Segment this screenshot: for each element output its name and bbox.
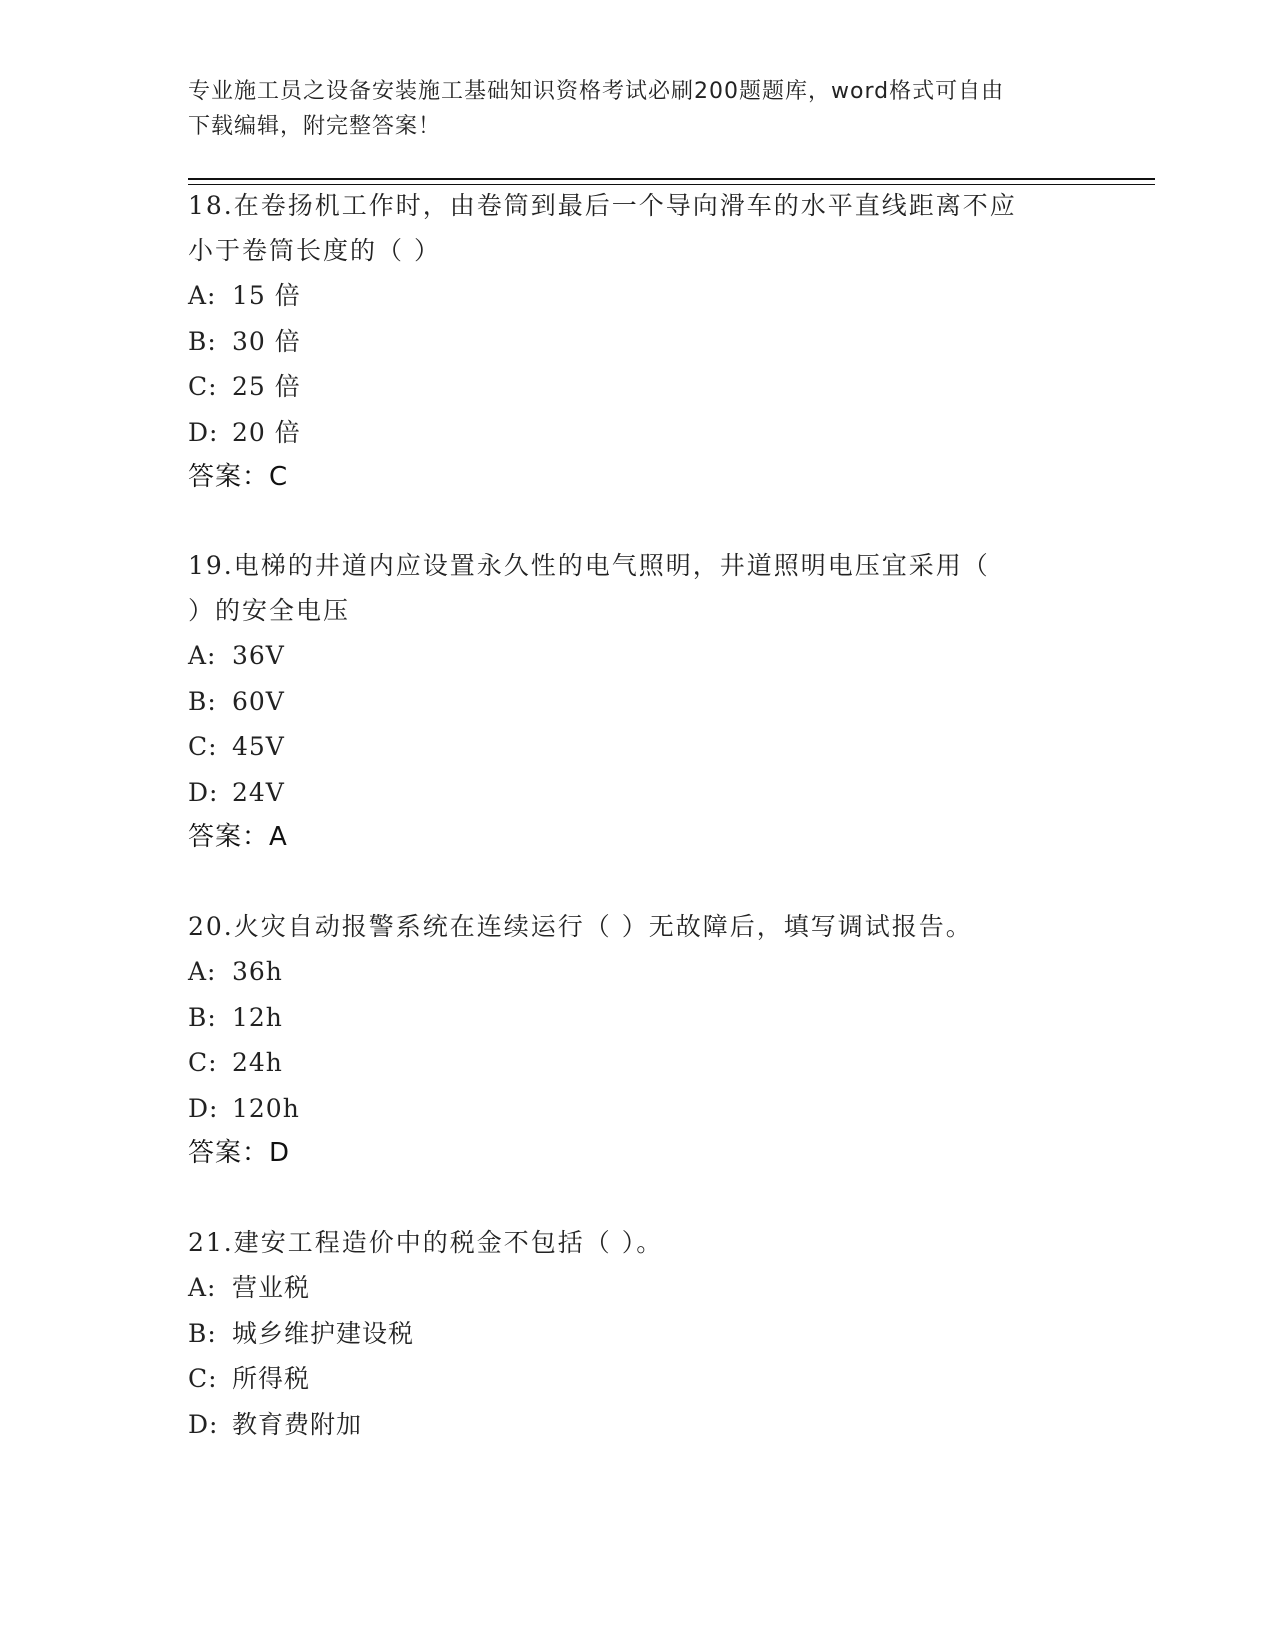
option-letter: A: <box>188 957 217 986</box>
option-text: 24V <box>232 777 285 807</box>
question-text: 20.火灾自动报警系统在连续运行（ ）无故障后，填写调试报告。 <box>188 912 973 941</box>
option-b <box>188 995 1088 1041</box>
option-text: 25 倍 <box>232 372 301 401</box>
option-a <box>188 949 1088 995</box>
question-20 <box>188 904 1088 1176</box>
option-letter: D: <box>188 417 219 447</box>
option-text: 45V <box>232 732 285 761</box>
question-text: 18.在卷扬机工作时，由卷筒到最后一个导向滑车的水平直线距离不应 <box>188 191 1017 220</box>
option-text: 24h <box>232 1048 283 1077</box>
answer-label: 答案：C <box>188 462 289 492</box>
question-21 <box>188 1220 1088 1447</box>
question-text: 21.建安工程造价中的税金不包括（ ）。 <box>188 1228 664 1257</box>
option-c <box>188 1040 1088 1086</box>
option-a <box>188 1265 1088 1311</box>
option-b <box>188 319 1088 365</box>
option-a <box>188 273 1088 319</box>
option-b <box>188 1311 1088 1357</box>
option-b <box>188 679 1088 725</box>
header-title-line-1: 专业施工员之设备安装施工基础知识资格考试必刷200题题库，word格式可自由 <box>188 79 1005 104</box>
option-text: 36h <box>232 957 283 986</box>
question-text: 19.电梯的井道内应设置永久性的电气照明，井道照明电压宜采用（ <box>188 551 990 580</box>
question-text-continued: ）的安全电压 <box>188 596 351 625</box>
header-title-line-2: 下载编辑，附完整答案！ <box>188 114 442 139</box>
option-text: 营业税 <box>232 1273 311 1302</box>
option-letter: A: <box>188 641 217 670</box>
option-text: 60V <box>232 686 285 716</box>
option-c <box>188 724 1088 770</box>
option-letter: C: <box>188 732 218 761</box>
option-d <box>188 410 1088 456</box>
option-text: 30 倍 <box>232 326 301 356</box>
option-d <box>188 770 1088 816</box>
option-text: 所得税 <box>232 1364 311 1393</box>
option-letter: B: <box>188 1002 217 1032</box>
option-c <box>188 364 1088 410</box>
option-d <box>188 1086 1088 1132</box>
option-text: 15 倍 <box>232 281 301 310</box>
option-letter: C: <box>188 372 218 401</box>
option-d <box>188 1402 1088 1448</box>
option-letter: D: <box>188 1409 219 1439</box>
option-letter: D: <box>188 1093 219 1123</box>
option-text: 教育费附加 <box>232 1409 363 1439</box>
option-c <box>188 1356 1088 1402</box>
option-text: 城乡维护建设税 <box>232 1318 415 1348</box>
option-text: 12h <box>232 1002 283 1032</box>
option-letter: C: <box>188 1364 218 1393</box>
option-letter: A: <box>188 1273 217 1302</box>
option-a <box>188 633 1088 679</box>
option-letter: B: <box>188 326 217 356</box>
option-letter: C: <box>188 1048 218 1077</box>
option-text: 36V <box>232 641 285 670</box>
option-text: 120h <box>232 1093 300 1123</box>
question-18 <box>188 183 1088 500</box>
answer-label: 答案：D <box>188 1138 291 1168</box>
answer-label: 答案：A <box>188 822 288 852</box>
option-letter: B: <box>188 686 217 716</box>
header-divider-thick <box>188 178 1155 180</box>
question-text-continued: 小于卷筒长度的（ ） <box>188 236 441 265</box>
document-header <box>188 74 1078 144</box>
option-text: 20 倍 <box>232 417 301 447</box>
option-letter: A: <box>188 281 217 310</box>
option-letter: B: <box>188 1318 217 1348</box>
question-19 <box>188 543 1088 860</box>
option-letter: D: <box>188 777 219 807</box>
